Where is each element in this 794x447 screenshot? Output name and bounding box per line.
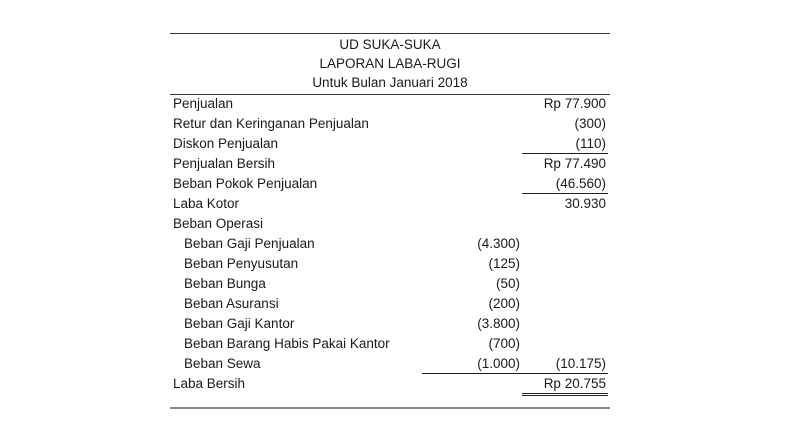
row-value-total: (300)	[574, 116, 606, 131]
row-retur	[170, 114, 610, 134]
row-value-total: Rp 77.900	[543, 96, 606, 111]
top-rule	[170, 33, 610, 34]
row-label: Beban Gaji Penjualan	[184, 236, 315, 251]
row-value-total: Rp 77.490	[543, 156, 606, 171]
row-label: Penjualan	[173, 96, 234, 111]
row-label: Laba Kotor	[173, 196, 240, 211]
row-beban-barang-habis-pakai	[170, 334, 610, 354]
row-label: Diskon Penjualan	[173, 136, 279, 151]
row-beban-bunga	[170, 274, 610, 294]
row-laba-kotor	[170, 194, 610, 214]
bottom-rule	[170, 407, 610, 409]
row-label: Beban Asuransi	[184, 296, 279, 311]
row-beban-penyusutan	[170, 254, 610, 274]
net-income-double-underline	[522, 393, 608, 396]
row-label: Beban Pokok Penjualan	[173, 176, 318, 191]
report-title: LAPORAN LABA-RUGI	[319, 56, 461, 71]
row-value-detail: (3.800)	[477, 316, 520, 331]
row-penjualan	[170, 94, 610, 114]
row-value-total: (10.175)	[555, 356, 606, 371]
company-name: UD SUKA-SUKA	[339, 37, 441, 52]
row-value-detail: (1.000)	[477, 356, 520, 371]
row-label: Beban Gaji Kantor	[184, 316, 295, 331]
row-label: Beban Barang Habis Pakai Kantor	[184, 336, 390, 351]
row-value-detail: (4.300)	[477, 236, 520, 251]
row-value-detail: (200)	[488, 296, 520, 311]
row-value-detail: (700)	[488, 336, 520, 351]
row-beban-pokok	[170, 174, 610, 194]
report-period: Untuk Bulan Januari 2018	[312, 75, 468, 90]
row-value-detail: (125)	[488, 256, 520, 271]
row-label: Beban Penyusutan	[184, 256, 299, 271]
row-value-total: Rp 20.755	[543, 376, 606, 391]
row-diskon	[170, 134, 610, 154]
row-label: Beban Sewa	[184, 356, 261, 371]
row-label: Laba Bersih	[173, 376, 246, 391]
row-value-detail: (50)	[495, 276, 520, 291]
row-beban-gaji-kantor	[170, 314, 610, 334]
row-label: Beban Operasi	[173, 216, 264, 231]
row-beban-gaji-penjualan	[170, 234, 610, 254]
row-beban-asuransi	[170, 294, 610, 314]
row-penjualan-bersih	[170, 154, 610, 174]
row-beban-sewa	[170, 354, 610, 374]
row-laba-bersih	[170, 374, 610, 394]
row-label: Penjualan Bersih	[173, 156, 276, 171]
row-value-total: (46.560)	[555, 176, 606, 191]
row-value-total: 30.930	[564, 196, 606, 211]
row-label: Retur dan Keringanan Penjualan	[173, 116, 369, 131]
row-value-total: (110)	[575, 136, 606, 151]
row-label: Beban Bunga	[184, 276, 266, 291]
row-beban-operasi	[170, 214, 610, 234]
